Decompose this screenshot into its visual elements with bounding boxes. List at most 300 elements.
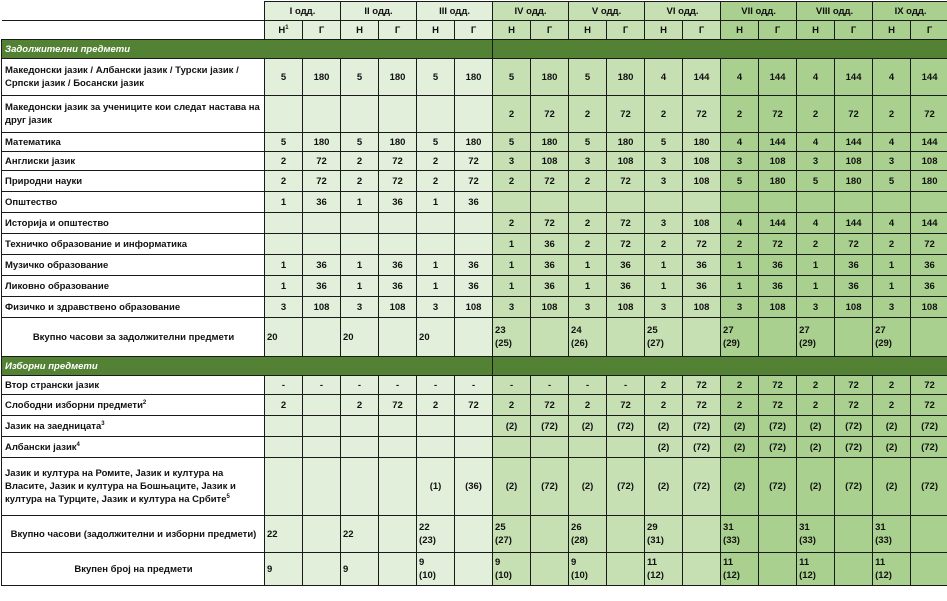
weekly-hours	[417, 234, 455, 255]
weekly-hours: 5	[569, 133, 607, 152]
annual-hours-header: Г	[303, 21, 341, 40]
total-value	[797, 318, 835, 357]
annual-hours: 108	[683, 213, 721, 234]
annual-hours: (72)	[759, 458, 797, 516]
annual-hours-header: Г	[531, 21, 569, 40]
total-value	[721, 318, 759, 357]
annual-hours	[607, 437, 645, 458]
weekly-hours	[569, 192, 607, 213]
grade-header: VI одд.	[645, 2, 721, 21]
weekly-hours: (2)	[493, 458, 531, 516]
subject-row	[2, 96, 947, 133]
total-main: 22	[419, 521, 452, 534]
annual-hours: (72)	[835, 416, 873, 437]
total-main: 25	[495, 521, 528, 534]
annual-hours: 72	[683, 395, 721, 416]
annual-hours: 72	[835, 395, 873, 416]
weekly-hours: 5	[417, 133, 455, 152]
annual-hours: 36	[683, 276, 721, 297]
annual-hours: 36	[303, 255, 341, 276]
annual-hours: (72)	[531, 416, 569, 437]
weekly-hours-header: Н	[645, 21, 683, 40]
weekly-hours	[265, 96, 303, 133]
weekly-hours	[341, 416, 379, 437]
weekly-hours	[493, 192, 531, 213]
weekly-hours: 1	[569, 255, 607, 276]
subject-name: Општество	[2, 192, 265, 213]
subject-row	[2, 192, 947, 213]
subject-name: Техничко образование и информатика	[2, 234, 265, 255]
weekly-hours-header: Н	[341, 21, 379, 40]
total-empty	[835, 318, 873, 357]
weekly-hours: 3	[797, 152, 835, 171]
total-label: Вкупно часови (задолжителни и изборни предмети)	[2, 516, 265, 553]
grade-header: I одд.	[265, 2, 341, 21]
weekly-hours: 1	[645, 276, 683, 297]
annual-hours: 108	[303, 297, 341, 318]
annual-hours: 36	[455, 276, 493, 297]
weekly-hours: 2	[797, 96, 835, 133]
weekly-hours: 2	[341, 152, 379, 171]
weekly-hours: 4	[797, 133, 835, 152]
annual-hours: (72)	[759, 416, 797, 437]
total-value	[265, 553, 303, 586]
subject-row	[2, 152, 947, 171]
weekly-hours	[265, 213, 303, 234]
weekly-hours	[417, 96, 455, 133]
total-alt: (28)	[571, 534, 604, 547]
annual-hours: 180	[607, 133, 645, 152]
annual-hours: 108	[531, 152, 569, 171]
annual-hours: 72	[835, 376, 873, 395]
weekly-hours: 4	[873, 213, 911, 234]
weekly-hours: (2)	[797, 437, 835, 458]
annual-hours: 72	[531, 213, 569, 234]
total-all-row	[2, 516, 947, 553]
weekly-hours: 4	[797, 59, 835, 96]
annual-hours: (72)	[607, 416, 645, 437]
elective-row	[2, 395, 947, 416]
total-empty	[531, 516, 569, 553]
subject-row	[2, 213, 947, 234]
weekly-hours: 4	[797, 213, 835, 234]
weekly-hours: 1	[645, 255, 683, 276]
header-blank	[2, 21, 265, 40]
weekly-hours: 1	[493, 234, 531, 255]
total-value	[569, 553, 607, 586]
total-value	[873, 516, 911, 553]
total-alt: (33)	[799, 534, 832, 547]
weekly-hours: 1	[265, 255, 303, 276]
total-empty	[683, 516, 721, 553]
weekly-hours: 2	[265, 395, 303, 416]
weekly-hours: (2)	[721, 437, 759, 458]
total-value	[341, 553, 379, 586]
total-empty	[759, 553, 797, 586]
annual-hours: 108	[911, 152, 947, 171]
total-empty	[607, 516, 645, 553]
weekly-hours	[569, 437, 607, 458]
total-alt: (10)	[495, 569, 528, 582]
weekly-hours: 4	[873, 59, 911, 96]
subject-name: Ликовно образование	[2, 276, 265, 297]
total-empty	[759, 516, 797, 553]
weekly-hours: 2	[493, 171, 531, 192]
weekly-hours: 2	[341, 395, 379, 416]
section-mandatory	[2, 40, 947, 59]
annual-hours: 72	[455, 395, 493, 416]
total-empty	[911, 516, 947, 553]
weekly-hours: 2	[645, 96, 683, 133]
total-main: 11	[799, 556, 832, 569]
weekly-hours: 1	[797, 255, 835, 276]
annual-hours	[303, 395, 341, 416]
weekly-hours: (2)	[645, 437, 683, 458]
annual-hours: -	[379, 376, 417, 395]
annual-hours	[835, 192, 873, 213]
subject-name: Музичко образование	[2, 255, 265, 276]
weekly-hours: -	[417, 376, 455, 395]
annual-hours: 72	[759, 234, 797, 255]
weekly-hours: 1	[493, 276, 531, 297]
weekly-hours: (2)	[645, 458, 683, 516]
weekly-hours: 4	[645, 59, 683, 96]
annual-hours: (72)	[835, 437, 873, 458]
annual-hours-header: Г	[455, 21, 493, 40]
annual-hours	[379, 96, 417, 133]
weekly-hours: 2	[493, 96, 531, 133]
total-value	[645, 318, 683, 357]
weekly-hours: 2	[569, 171, 607, 192]
annual-hours-header: Г	[835, 21, 873, 40]
total-main: 24	[571, 324, 604, 337]
weekly-hours: 5	[569, 59, 607, 96]
weekly-hours: 5	[721, 171, 759, 192]
weekly-hours-header: Н	[797, 21, 835, 40]
annual-hours: 108	[835, 152, 873, 171]
annual-hours	[379, 234, 417, 255]
annual-hours: 72	[683, 96, 721, 133]
total-value	[569, 318, 607, 357]
weekly-hours	[341, 96, 379, 133]
weekly-hours: 5	[341, 133, 379, 152]
total-value	[721, 553, 759, 586]
weekly-hours: 5	[873, 171, 911, 192]
annual-hours	[455, 213, 493, 234]
footnote-marker: 5	[227, 494, 230, 500]
weekly-hours: 2	[721, 234, 759, 255]
annual-hours: 72	[759, 96, 797, 133]
annual-hours: 36	[759, 255, 797, 276]
total-empty	[911, 318, 947, 357]
total-alt: (27)	[495, 534, 528, 547]
weekly-hours: 3	[721, 152, 759, 171]
weekly-hours: 3	[493, 297, 531, 318]
weekly-hours-header: Н	[417, 21, 455, 40]
total-alt: (29)	[723, 337, 756, 350]
weekly-hours	[645, 192, 683, 213]
footnote-marker: 3	[101, 420, 104, 426]
weekly-hours: 2	[645, 234, 683, 255]
annual-hours: 36	[303, 192, 341, 213]
subject-name: Македонски јазик за учениците кои следат настава на друг јазик	[2, 96, 265, 133]
weekly-hours: 2	[797, 395, 835, 416]
annual-hours: 72	[683, 234, 721, 255]
annual-hours-header: Г	[759, 21, 797, 40]
weekly-hours: 2	[493, 213, 531, 234]
weekly-hours	[721, 192, 759, 213]
annual-hours: 108	[607, 297, 645, 318]
annual-hours: 72	[455, 152, 493, 171]
annual-hours: 144	[759, 59, 797, 96]
weekly-hours	[797, 192, 835, 213]
weekly-hours: 5	[493, 59, 531, 96]
annual-hours: 108	[531, 297, 569, 318]
total-value	[265, 516, 303, 553]
total-main: 25	[647, 324, 680, 337]
weekly-hours: (2)	[721, 458, 759, 516]
weekly-hours: 2	[721, 395, 759, 416]
weekly-hours: 2	[569, 234, 607, 255]
annual-hours: 72	[303, 152, 341, 171]
weekly-hours-header: Н	[569, 21, 607, 40]
weekly-hours: 2	[873, 234, 911, 255]
weekly-hours: 2	[645, 395, 683, 416]
total-empty	[379, 516, 417, 553]
annual-hours: 180	[379, 133, 417, 152]
weekly-hours-header: Н	[721, 21, 759, 40]
total-alt: (25)	[495, 337, 528, 350]
total-empty	[303, 318, 341, 357]
total-empty	[455, 318, 493, 357]
weekly-hours: 2	[721, 376, 759, 395]
annual-hours	[455, 416, 493, 437]
subject-row	[2, 297, 947, 318]
weekly-hours: 3	[645, 171, 683, 192]
annual-hours: 72	[531, 96, 569, 133]
subject-name: Историја и општество	[2, 213, 265, 234]
total-main: 9	[571, 556, 604, 569]
weekly-hours	[341, 213, 379, 234]
annual-hours	[303, 437, 341, 458]
weekly-hours: 2	[417, 395, 455, 416]
annual-hours: 36	[911, 255, 947, 276]
total-alt: (12)	[875, 569, 908, 582]
annual-hours	[911, 192, 947, 213]
annual-hours	[455, 96, 493, 133]
annual-hours: 36	[379, 276, 417, 297]
annual-hours: 180	[303, 59, 341, 96]
weekly-hours: 2	[265, 152, 303, 171]
elective-row	[2, 458, 947, 516]
annual-hours: -	[531, 376, 569, 395]
weekly-hours: 3	[721, 297, 759, 318]
subject-name: Втор странски јазик	[2, 376, 265, 395]
annual-hours: 36	[683, 255, 721, 276]
total-alt: (27)	[647, 337, 680, 350]
subject-name: Математика	[2, 133, 265, 152]
total-main: 31	[723, 521, 756, 534]
annual-hours: 180	[531, 59, 569, 96]
total-value	[569, 516, 607, 553]
annual-hours	[531, 437, 569, 458]
annual-hours: 144	[759, 213, 797, 234]
total-main: 11	[875, 556, 908, 569]
header-blank	[2, 2, 265, 21]
annual-hours: 36	[835, 255, 873, 276]
total-alt: (12)	[799, 569, 832, 582]
total-empty	[303, 516, 341, 553]
grade-header: VIII одд.	[797, 2, 873, 21]
annual-hours	[607, 192, 645, 213]
annual-hours: 108	[759, 152, 797, 171]
annual-hours: 108	[607, 152, 645, 171]
annual-hours: 36	[531, 234, 569, 255]
total-empty	[607, 553, 645, 586]
total-label: Вкупно часови за задолжителни предмети	[2, 318, 265, 357]
total-empty	[379, 553, 417, 586]
header-row-hours	[2, 21, 947, 40]
total-empty	[531, 318, 569, 357]
annual-hours: 108	[683, 297, 721, 318]
weekly-hours: 5	[341, 59, 379, 96]
weekly-hours	[417, 213, 455, 234]
weekly-hours: 3	[417, 297, 455, 318]
annual-hours: 144	[835, 213, 873, 234]
annual-hours: (72)	[683, 458, 721, 516]
annual-hours: 72	[607, 171, 645, 192]
total-main: 9	[495, 556, 528, 569]
annual-hours: 36	[759, 276, 797, 297]
weekly-hours: 2	[417, 152, 455, 171]
annual-hours	[683, 192, 721, 213]
annual-hours: -	[607, 376, 645, 395]
weekly-hours-header: $Н^1$	[265, 21, 303, 40]
annual-hours: 72	[759, 376, 797, 395]
elective-row	[2, 376, 947, 395]
annual-hours	[759, 192, 797, 213]
weekly-hours: 2	[797, 376, 835, 395]
weekly-hours: 3	[645, 213, 683, 234]
annual-hours-header: Г	[683, 21, 721, 40]
annual-hours-header: Г	[379, 21, 417, 40]
annual-hours: 180	[303, 133, 341, 152]
weekly-hours: 3	[873, 152, 911, 171]
section-fill	[493, 40, 947, 59]
annual-hours: (72)	[835, 458, 873, 516]
weekly-hours: (2)	[569, 458, 607, 516]
subject-name: Слободни изборни предмети$^2$	[2, 395, 265, 416]
total-empty	[531, 553, 569, 586]
annual-hours: 108	[911, 297, 947, 318]
total-alt: (26)	[571, 337, 604, 350]
annual-hours	[303, 96, 341, 133]
annual-hours: 180	[455, 59, 493, 96]
weekly-hours	[265, 416, 303, 437]
annual-hours: 180	[455, 133, 493, 152]
annual-hours: 36	[835, 276, 873, 297]
weekly-hours: -	[341, 376, 379, 395]
annual-hours: 144	[911, 133, 947, 152]
annual-hours: 180	[683, 133, 721, 152]
weekly-hours: 2	[797, 234, 835, 255]
total-main: 31	[875, 521, 908, 534]
annual-hours: 72	[379, 395, 417, 416]
total-value	[493, 318, 531, 357]
weekly-hours: 3	[569, 297, 607, 318]
total-subjects-row	[2, 553, 947, 586]
annual-hours: 108	[759, 297, 797, 318]
annual-hours: (72)	[911, 416, 947, 437]
annual-hours: 72	[683, 376, 721, 395]
grade-header: II одд.	[341, 2, 417, 21]
total-value	[797, 553, 835, 586]
weekly-hours: 3	[265, 297, 303, 318]
annual-hours	[303, 234, 341, 255]
annual-hours: 180	[911, 171, 947, 192]
total-alt: (31)	[647, 534, 680, 547]
subject-row	[2, 234, 947, 255]
annual-hours: 144	[835, 59, 873, 96]
total-value	[645, 553, 683, 586]
total-alt: (29)	[799, 337, 832, 350]
weekly-hours	[417, 437, 455, 458]
elective-row	[2, 416, 947, 437]
subject-name: Англиски јазик	[2, 152, 265, 171]
weekly-hours: (2)	[797, 458, 835, 516]
annual-hours: 72	[607, 395, 645, 416]
total-value	[493, 553, 531, 586]
total-empty	[759, 318, 797, 357]
weekly-hours: 1	[341, 255, 379, 276]
total-alt: (29)	[875, 337, 908, 350]
annual-hours	[379, 437, 417, 458]
total-empty	[607, 318, 645, 357]
section-title: Изборни предмети	[2, 357, 493, 376]
total-value	[873, 553, 911, 586]
weekly-hours: 2	[569, 96, 607, 133]
annual-hours: 72	[303, 171, 341, 192]
annual-hours: 72	[607, 213, 645, 234]
weekly-hours: 1	[873, 255, 911, 276]
total-main: 23	[495, 324, 528, 337]
weekly-hours-header: Н	[493, 21, 531, 40]
weekly-hours: 1	[721, 276, 759, 297]
weekly-hours: 1	[417, 276, 455, 297]
total-empty	[911, 553, 947, 586]
annual-hours: 108	[835, 297, 873, 318]
annual-hours: 36	[531, 255, 569, 276]
total-empty	[835, 553, 873, 586]
total-empty	[683, 553, 721, 586]
annual-hours: 180	[531, 133, 569, 152]
annual-hours: 72	[379, 171, 417, 192]
total-empty	[303, 553, 341, 586]
annual-hours-header: Г	[911, 21, 947, 40]
section-elective	[2, 357, 947, 376]
annual-hours-header: Г	[607, 21, 645, 40]
annual-hours: 180	[607, 59, 645, 96]
weekly-hours: 1	[721, 255, 759, 276]
annual-hours: 108	[379, 297, 417, 318]
total-label: Вкупен број на предмети	[2, 553, 265, 586]
total-main: 11	[647, 556, 680, 569]
total-empty	[455, 516, 493, 553]
weekly-hours: 5	[493, 133, 531, 152]
weekly-hours: 4	[721, 59, 759, 96]
total-alt: (10)	[419, 569, 452, 582]
annual-hours: 72	[531, 171, 569, 192]
